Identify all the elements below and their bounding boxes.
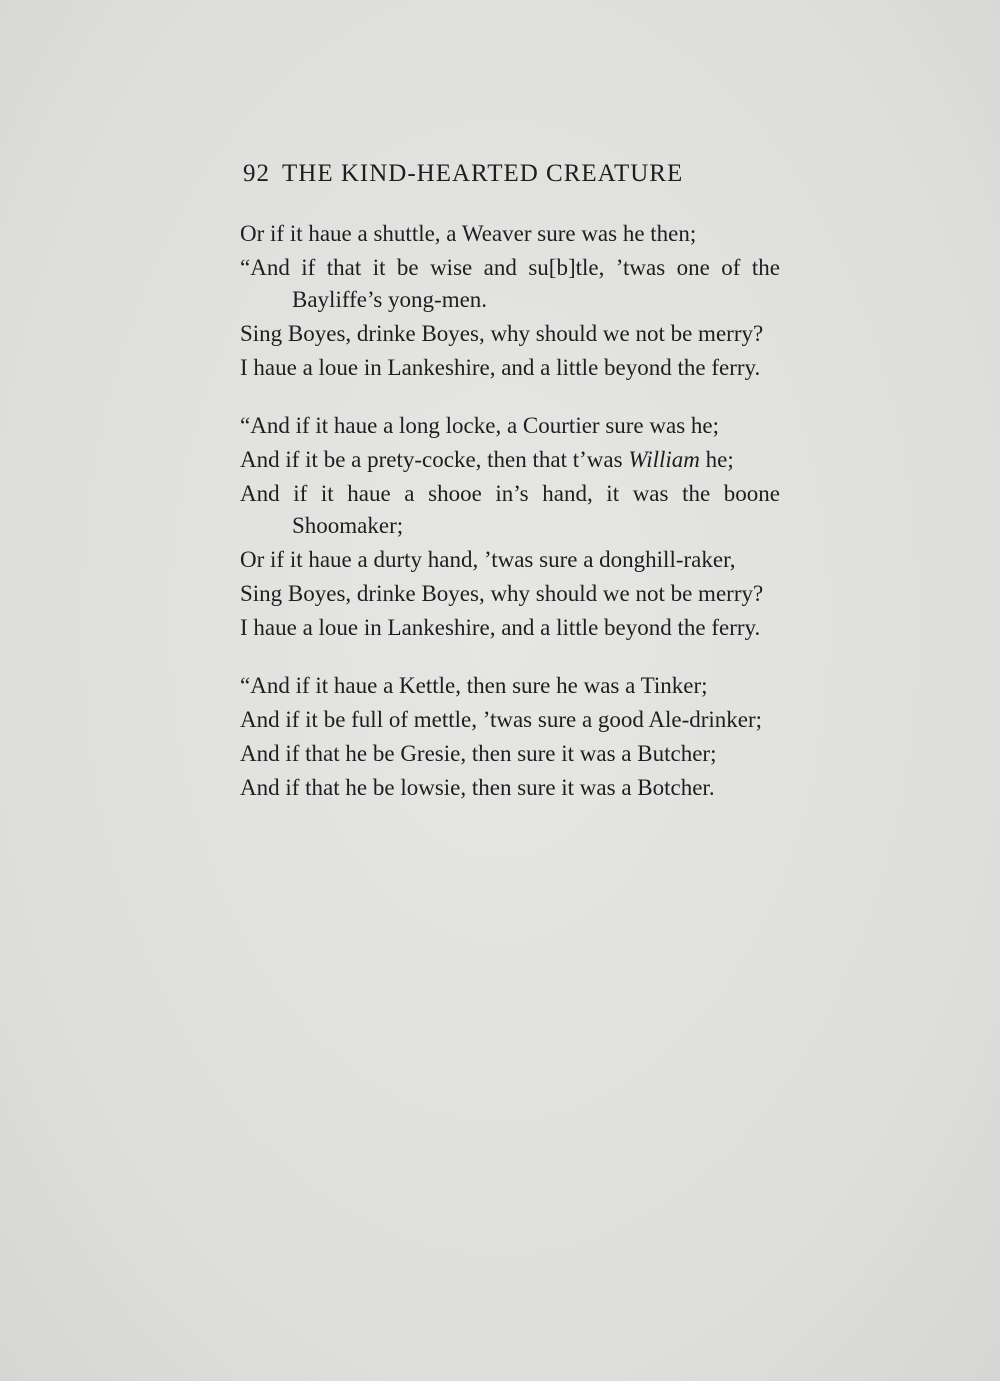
verse-line: Or if it haue a shuttle, a Weaver sure was he then;: [240, 221, 697, 246]
verse-line: Sing Boyes, drinke Boyes, why should we not be merry?: [240, 581, 764, 606]
stanza: [240, 670, 780, 804]
verse-line: Or if it haue a durty hand, ’twas sure a donghill-raker,: [240, 547, 736, 572]
poem-text: [240, 218, 780, 830]
verse-line: And if it be full of mettle, ’twas sure a good Ale-drinker;: [240, 707, 763, 732]
verse-line: Sing Boyes, drinke Boyes, why should we not be merry?: [240, 321, 764, 346]
verse-line: I haue a loue in Lankeshire, and a little beyond the ferry.: [240, 355, 761, 380]
page-number: 92: [243, 160, 270, 187]
italic-name: William: [628, 447, 700, 472]
verse-line: “And if it haue a Kettle, then sure he was a Tinker;: [240, 673, 708, 698]
page-header: [243, 160, 803, 188]
verse-text: And if it be a prety-cocke, then that t’was: [240, 447, 629, 472]
verse-line: And if that he be Gresie, then sure it was a Butcher;: [240, 741, 717, 766]
verse-line: “And if that it be wise and su[b]tle, ’twas one of the Bayliffe’s yong-men.: [240, 255, 780, 312]
verse-line: [240, 444, 780, 476]
running-title: THE KIND-HEARTED CREATURE: [282, 160, 684, 187]
verse-line: “And if it haue a long locke, a Courtier sure was he;: [240, 413, 720, 438]
verse-line: And if that he be lowsie, then sure it was a Botcher.: [240, 775, 715, 800]
verse-text: he;: [699, 447, 734, 472]
stanza: [240, 410, 780, 644]
verse-line: I haue a loue in Lankeshire, and a little beyond the ferry.: [240, 615, 761, 640]
stanza: [240, 218, 780, 384]
verse-line: And if it haue a shooe in’s hand, it was the boone Shoomaker;: [240, 481, 780, 538]
